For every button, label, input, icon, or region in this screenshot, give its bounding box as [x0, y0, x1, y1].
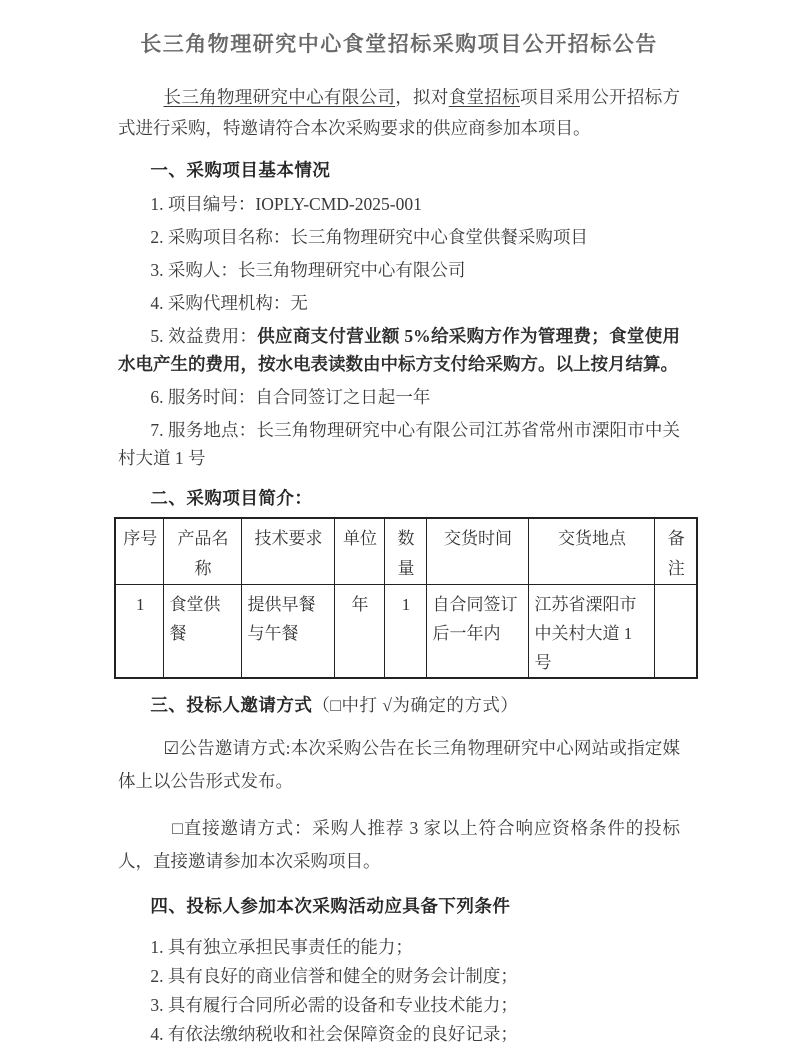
option-announcement-invitation — [118, 732, 680, 798]
cell-quantity: 1 — [384, 585, 426, 679]
col-header-delivery-location: 交货地点 — [528, 518, 654, 585]
condition-item-tax-record: 4. 有依法缴纳税收和社会保障资金的良好记录； — [150, 1024, 518, 1044]
option-direct-invitation — [118, 812, 680, 878]
benefit-fee-bold-text: 供应商支付营业额 5%给采购方作为管理费；食堂使用水电产生的费用，按水电表读数由中标方支付给采购方。以上按月结算。 — [118, 326, 681, 374]
checked-checkbox-icon: ☑ — [163, 738, 180, 758]
section3-heading-bold: 三、投标人邀请方式 — [150, 695, 313, 715]
section3-heading — [118, 691, 680, 720]
condition-list — [118, 933, 680, 1048]
section4-heading: 四、投标人参加本次采购活动应具备下列条件 — [150, 896, 511, 916]
col-header-tech-requirement: 技术要求 — [241, 518, 334, 585]
section1-item-project-name: 2. 采购项目名称：长三角物理研究中心食堂供餐采购项目 — [150, 227, 588, 247]
section1-heading: 一、采购项目基本情况 — [150, 160, 331, 180]
condition-item-equipment-capability: 3. 具有履行合同所必需的设备和专业技术能力； — [150, 995, 518, 1015]
table-header-row — [115, 518, 697, 585]
option-announcement-text: 公告邀请方式:本次采购公告在长三角物理研究中心网站或指定媒体上以公告形式发布。 — [118, 738, 680, 791]
page-title: 长三角物理研究中心食堂招标采购项目公开招标公告 — [140, 33, 658, 56]
table-row — [115, 585, 697, 679]
col-header-unit: 单位 — [334, 518, 384, 585]
col-header-delivery-time: 交货时间 — [426, 518, 528, 585]
cell-product-name: 食堂供餐 — [163, 585, 241, 679]
section2-heading: 二、采购项目简介： — [150, 488, 313, 508]
option-direct-text: 直接邀请方式：采购人推荐 3 家以上符合响应资格条件的投标人，直接邀请参加本次采购项目。 — [118, 818, 680, 871]
procurement-spec-table — [114, 517, 698, 679]
cell-unit: 年 — [334, 585, 384, 679]
section1-item-purchaser: 3. 采购人：长三角物理研究中心有限公司 — [150, 260, 466, 280]
col-header-quantity: 数量 — [384, 518, 426, 585]
condition-item-civil-liability: 1. 具有独立承担民事责任的能力； — [150, 937, 413, 957]
cell-delivery-time: 自合同签订后一年内 — [426, 585, 528, 679]
benefit-fee-label: 5. 效益费用： — [150, 326, 258, 346]
section1-item-project-number: 1. 项目编号：IOPLY-CMD-2025-001 — [150, 194, 422, 214]
section1-item-service-time: 6. 服务时间：自合同签订之日起一年 — [150, 387, 431, 407]
col-header-remarks: 备注 — [654, 518, 697, 585]
cell-tech-requirement: 提供早餐与午餐 — [241, 585, 334, 679]
cell-delivery-location: 江苏省溧阳市中关村大道 1 号 — [528, 585, 654, 679]
section1-item-agency: 4. 采购代理机构：无 — [150, 293, 308, 313]
section1-item-benefit-fee — [118, 322, 680, 378]
cell-remarks — [654, 585, 697, 679]
section3-heading-note: （□中打 √为确定的方式） — [312, 695, 519, 715]
intro-underlined-purchaser: 长三角物理研究中心有限公司 — [163, 87, 396, 107]
intro-underlined-project: 食堂招标 — [448, 87, 520, 107]
intro-text-mid: ，拟对 — [395, 87, 449, 107]
col-header-serial: 序号 — [115, 518, 163, 585]
section1-item-service-location: 7. 服务地点：长三角物理研究中心有限公司江苏省常州市溧阳市中关村大道 1 号 — [118, 420, 680, 468]
intro-text-rest: 项目采用公开招标方式进行采购，特邀请符合本次采购要求的供应商参加本项目。 — [118, 87, 681, 138]
cell-serial: 1 — [115, 585, 163, 679]
unchecked-checkbox-icon: □ — [172, 818, 184, 838]
condition-item-business-reputation: 2. 具有良好的商业信誉和健全的财务会计制度； — [150, 966, 518, 986]
col-header-product-name: 产品名称 — [163, 518, 241, 585]
intro-paragraph — [118, 82, 680, 144]
